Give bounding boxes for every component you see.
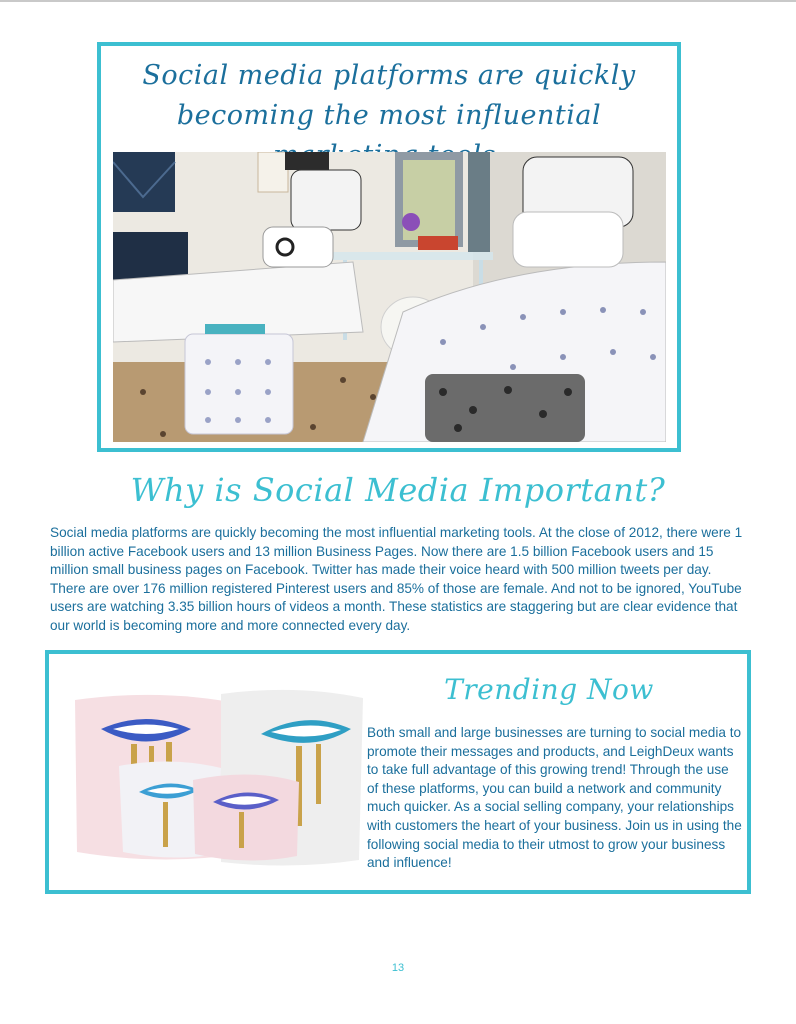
trending-frame [45,650,751,894]
page-top-rule [0,0,796,2]
section-title: Why is Social Media Important? [130,471,666,509]
headline-line-1: Social media platforms are quickly [142,60,636,91]
bedroom-photo [113,152,666,442]
headline-line-2: becoming the most influential [176,100,602,131]
headline-frame [97,42,681,452]
trending-body: Both small and large businesses are turning to social media to promote their messages and products, and LeighDeux wants to take full advantage of this growing trend! Through the use of these platforms, you can build a network and community much quicker. As a social selling company, your relationships with customers the heart of your business. Join us in using the following social media to their utmost to grow your business and influence! [367,725,742,871]
page-number: 13 [391,962,405,974]
trending-title: Trending Now [444,673,654,706]
lip-pillows-photo [71,684,371,874]
section-body: Social media platforms are quickly becoming the most influential marketing tools. At the close of 2012, there were 1 billion active Facebook users and 13 million Business Pages. Now there are 1.5 billion Facebook users and 15 million small business pages on Facebook. Twitter has made their voice heard with 500 million tweets per day. There are over 176 million registered Pinterest users and 85% of those are female. And not to be ignored, YouTube users are watching 3.35 billion hours of videos a month. These statistics are staggering but are clear evidence that our world is becoming more and more connected every day. [50,525,743,633]
